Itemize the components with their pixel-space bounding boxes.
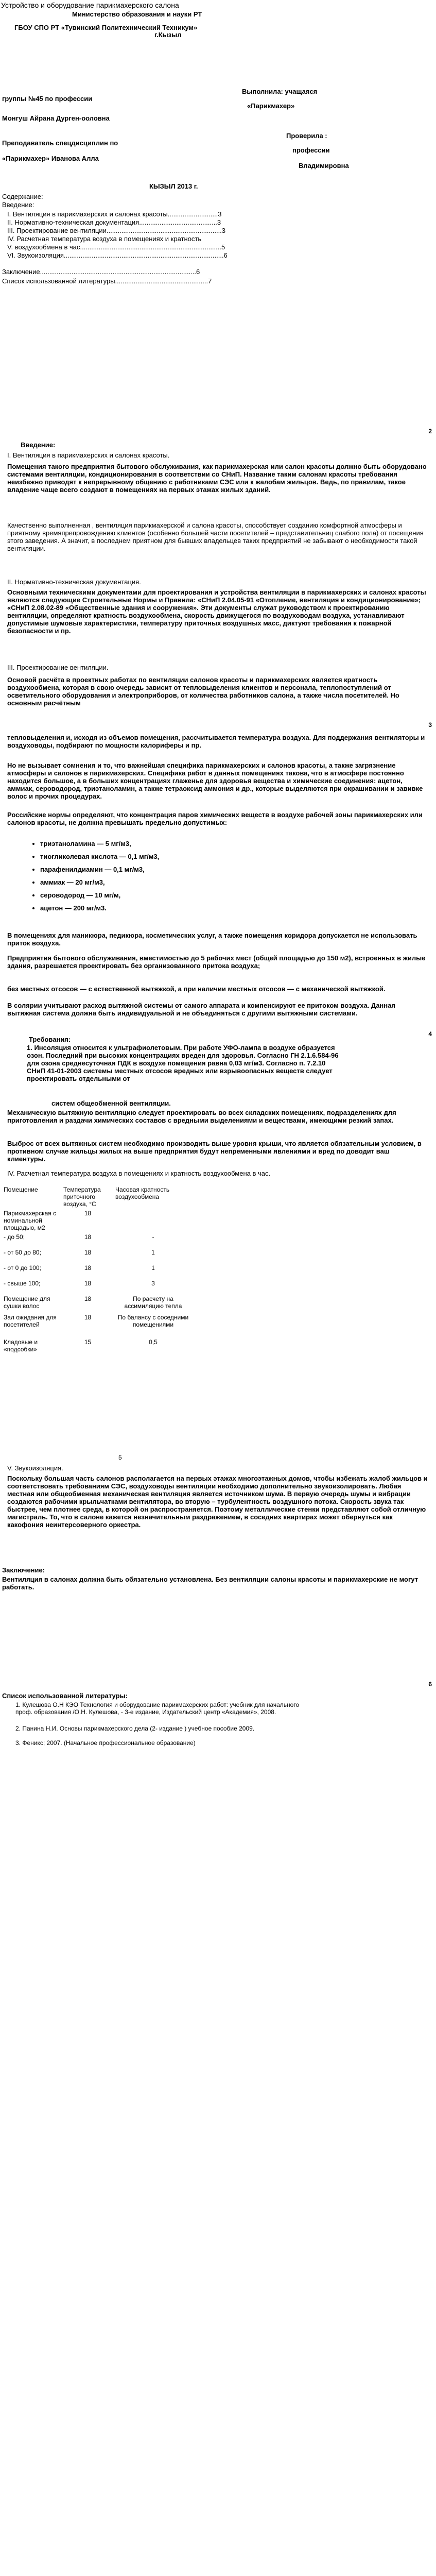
list-item: • парафенилдиамин — 0,1 мг/м3, bbox=[40, 866, 431, 873]
table-cell: - от 0 до 100; bbox=[4, 1264, 41, 1272]
page-number: 2 bbox=[428, 428, 432, 435]
table-cell: 0,5 bbox=[149, 1338, 158, 1346]
sound-paragraph: Поскольку большая часть салонов располагается на первых этажах многоэтажных домов, чтобы избежать жалоб жильцов и соответствовать требованиям СЭС, воздуховоды вентиляции необходимо дополнительно звукоизолировать. Любая местная или общеобменная механическая вентиляция является источником шума. В первую очередь шумы и вибрации создаются рабочими крыльчатками вентилятора, во вторую – турбулентность воздушного потока. Скорость звука так быстрее, чем плотнее среда, в которой он распространяется. Поэтому металлические стенки представляют собой отличную магистраль. То, что в салоне кажется незначительным раздражением, в соседних квартирах может обернуться как какофония неинтерсоверного оркестра. bbox=[7, 1475, 428, 1529]
requirement-item: систем общеобменной вентиляции. bbox=[51, 1099, 171, 1107]
table-header-cell: Температура приточного воздуха, °С bbox=[63, 1186, 101, 1208]
toc-item[interactable]: VI. Звукоизоляция......................................................................................6 bbox=[7, 251, 228, 259]
design-paragraph: Но не вызывает сомнения и то, что важнейшая специфика парикмахерских и салонов красоты, а также загрязнение атмосферы и салонов в парикмахерских. Специфика работ в данных помещениях такова, что в атмосфере постоянно находится большое, а в больших концентрациях глаженье для здоровья вещества и химические соединения: ацетон, аммиак, сероводород, триэтаноламин, а также тетраоксид аммония и др., которые выделяются при окрашивании и завивке волос и прочих процедурах. bbox=[7, 761, 423, 800]
table-cell: 18 bbox=[84, 1233, 92, 1241]
table-cell: 1 bbox=[151, 1249, 155, 1256]
design-paragraph: Предприятия бытового обслуживания, вместимостью до 5 рабочих мест (общей площадью до 150 м2), встроенных в жилые здания, разрешается проектировать без организованного притока воздуха; bbox=[7, 954, 426, 970]
table-cell: 18 bbox=[84, 1210, 92, 1217]
table-cell: Помещение для сушки волос bbox=[4, 1295, 50, 1310]
design-paragraph: тепловыделения и, исходя из объемов помещения, рассчитывается температура воздуха. Для поддержания вентиляторы и воздуховоды, подбирают по мощности калориферы и пр. bbox=[7, 734, 425, 749]
toc-intro: Введение: bbox=[2, 201, 34, 209]
toc-item[interactable]: IV. Расчетная температура воздуха в помещениях и кратность bbox=[7, 235, 202, 243]
reference-item: 2. Панина Н.И. Основы парикмахерского дела (2- издание ) учебное пособие 2009. bbox=[15, 1725, 255, 1732]
table-cell: 18 bbox=[84, 1249, 92, 1256]
design-paragraph: Основой расчёта в проектных работах по вентиляции салонов красоты и парикмахерских является кратность воздухообмена, которая в свою очередь зависит от тепловыделения клиентов и персонала, теплопоступлений от осветительного оборудования и электроприборов, от количества работников салона, а также числа посетителей. Но основным расчётным bbox=[7, 676, 399, 707]
teacher-role: Преподаватель спецдисциплин по bbox=[2, 139, 118, 147]
design-paragraph: Выброс от всех вытяжных систем необходимо производить выше уровня крыши, что является обязательным условием, в противном случае жильцы жилых на выше предприятия будут непременными явлениями и вред по доводит ваш клиентуры. bbox=[7, 1140, 422, 1163]
references-heading: Список использованной литературы: bbox=[2, 1692, 128, 1700]
page-number: 6 bbox=[428, 1681, 432, 1688]
table-cell: 18 bbox=[84, 1280, 92, 1287]
reference-item: 3. Феникс; 2007. (Начальное профессиональное образование) bbox=[15, 1739, 196, 1747]
page-number: 5 bbox=[118, 1454, 122, 1461]
table-header-row bbox=[2, 1185, 193, 1209]
table-cell: 1 bbox=[151, 1264, 155, 1272]
norms-paragraph: Основными техническими документами для проектирования и устройства вентиляции в парикмахерских и салонах красоты являются следующие Строительные Нормы и Правила: «СНиП 2.04.05-91 «Отопление, вентиляция и кондиционирование»; «СНиП 2.08.02-89 «Общественные здания и сооружения». Эти документы служат руководством к проектированию вентиляции, определяют кратность воздухообмена, скорость движущегося по воздуховодам воздуха, устанавливают допустимые шумовые характеристики, температуру приточных воздушных масс, диктуют требования к пожарной безопасности и пр. bbox=[7, 588, 426, 635]
list-item: • триэтаноламина — 5 мг/м3, bbox=[40, 840, 431, 848]
table-cell: По расчету на ассимиляцию тепла bbox=[124, 1295, 182, 1310]
performed-line: Выполнила: учащаяся bbox=[242, 88, 318, 95]
conclusion-heading: Заключение: bbox=[2, 1566, 45, 1574]
toc-heading: Содержание: bbox=[2, 193, 43, 200]
table-header-cell: Часовая кратность воздухообмена bbox=[115, 1186, 170, 1200]
list-item: • ацетон — 200 мг/м3. bbox=[40, 904, 431, 912]
ventilation-table bbox=[2, 1185, 193, 1356]
college-line: ГБОУ СПО РТ «Тувинский Политехнический Техникум» bbox=[14, 24, 198, 31]
design-paragraph: без местных отсосов — с естественной вытяжкой, а при наличии местных отсосов — с механической вытяжкой. bbox=[7, 985, 386, 993]
section-heading: V. Звукоизоляция. bbox=[7, 1464, 63, 1472]
conclusion-paragraph: Вентиляция в салонах должна быть обязательно установлена. Без вентиляции салоны красоты и парикмахерские не могут работать. bbox=[2, 1575, 418, 1591]
table-row bbox=[2, 1263, 193, 1279]
city-year: КЫЗЫЛ 2013 г. bbox=[149, 182, 198, 190]
page-title: Устройство и оборудование парикмахерского салона bbox=[1, 1, 179, 9]
table-row bbox=[2, 1232, 193, 1248]
table-cell: - до 50; bbox=[4, 1233, 25, 1241]
toc-item[interactable]: I. Вентиляция в парикмахерских и салонах красоты...........................3 bbox=[7, 210, 222, 218]
table-row bbox=[2, 1279, 193, 1294]
design-paragraph: Российские нормы определяют, что концентрация паров химических веществ в воздухе рабочей зоны парикмахерских или салонов красоты, не должна превышать предельно допустимых: bbox=[7, 811, 423, 826]
list-item: • аммиак — 20 мг/м3, bbox=[40, 878, 431, 886]
table-cell: 18 bbox=[84, 1314, 92, 1321]
requirement-item: 1. Инсоляция относится к ультрафиолетовым. При работе УФО-лампа в воздухе образуется озон. Последний при высоких концентрациях вреден для здоровья. Согласно ГН 2.1.6.584-96 для озона среднесуточная ПДК в воздухе помещения равна 0,03 мг/м3. Согласно п. 7.2.10 СНиП 41-01-2003 системы местных отсосов вредных или взрывоопасных веществ следует проектировать отдельными от bbox=[27, 1044, 339, 1082]
design-paragraph: В солярии учитывают расход вытяжной системы от самого аппарата и компенсируют ее притоком воздуха. Данная вытяжная система должна быть индивидуальной и не объединяться с другими вытяжными системами. bbox=[7, 1002, 395, 1017]
intro-paragraph: Качественно выполненная , вентиляция парикмахерской и салона красоты, способствует созданию комфортной атмосферы и приятному времяпрепровождению клиентов (особенно большей части посетителей – представительниц слабого пола) от посещения этого заведения. А значит, в последнем приятном для бывших владельцев таких предприятий не забывают о необходимости такой вентиляции. bbox=[7, 521, 424, 552]
group-line: группы №45 по профессии bbox=[2, 95, 93, 103]
table-cell: Зал ожидания для посетителей bbox=[4, 1314, 57, 1328]
toc-references[interactable]: Список использованной литературы..................................................7 bbox=[2, 277, 212, 285]
ministry-line: Министерство образования и науки РТ bbox=[72, 10, 202, 18]
city-line: г.Кызыл bbox=[154, 31, 182, 39]
requirements-heading: Требования: bbox=[29, 1036, 71, 1043]
table-cell: 15 bbox=[84, 1338, 92, 1346]
toc-item[interactable]: II. Нормативно-техническая документация..........................................3 bbox=[7, 218, 221, 226]
table-row bbox=[2, 1209, 193, 1232]
toc-item[interactable]: III. Проектирование вентиляции..............................................................3 bbox=[7, 227, 226, 234]
page-number: 4 bbox=[428, 1030, 432, 1038]
list-item: • сероводород — 10 мг/м, bbox=[40, 891, 431, 899]
table-cell: Парикмахерская с номинальной площадью, м2 bbox=[4, 1210, 57, 1231]
design-paragraph: Механическую вытяжную вентиляцию следует проектировать во всех складских помещениях, подразделениях для приготовления и раздачи химических составов с вредными выделениями и веществами, имеющими резкий запах. bbox=[7, 1109, 396, 1124]
table-row bbox=[2, 1248, 193, 1263]
intro-heading: Введение: bbox=[21, 441, 56, 449]
section-heading: III. Проектирование вентиляции. bbox=[7, 664, 109, 671]
table-cell: По балансу с соседними помещениями bbox=[117, 1314, 189, 1328]
toc-item[interactable]: V. воздухообмена в час............................................................................5 bbox=[7, 243, 225, 251]
table-cell: - свыше 100; bbox=[4, 1280, 41, 1287]
limits-list bbox=[31, 840, 431, 917]
table-row bbox=[2, 1337, 193, 1356]
teacher-line: «Парикмахер» Иванова Алла bbox=[2, 155, 99, 162]
table-cell: - bbox=[152, 1233, 154, 1241]
section-heading: I. Вентиляция в парикмахерских и салонах красоты. bbox=[7, 451, 170, 459]
profession-line: «Парикмахер» bbox=[247, 102, 295, 110]
table-cell: 18 bbox=[84, 1264, 92, 1272]
profession-word: профессии bbox=[292, 146, 330, 154]
table-row bbox=[2, 1313, 193, 1337]
section-heading: IV. Расчетная температура воздуха в помещениях и кратность воздухообмена в час. bbox=[7, 1170, 271, 1177]
intro-bold-paragraph: Помещения такого предприятия бытового обслуживания, как парикмахерская или салон красоты должно быть оборудовано системами вентиляции, кондиционирования в соответствии со СНиП. Название таким салонам красоты требования неизбежно приводят к непрерывному общению с работниками СЭС или к жалобам жильцов. Ведь, по правилам, такое владение чаще всего создают в помещениях на первых этажах жилых зданий. bbox=[7, 463, 427, 494]
table-cell: - от 50 до 80; bbox=[4, 1249, 41, 1256]
teacher-patronymic: Владимировна bbox=[299, 162, 349, 170]
student-name: Монгуш Айрана Дурген-ооловна bbox=[2, 114, 110, 122]
table-row bbox=[2, 1294, 193, 1313]
design-paragraph: В помещениях для маникюра, педикюра, косметических услуг, а также помещения коридора допускается не использовать приток воздуха. bbox=[7, 931, 417, 947]
table-cell: 3 bbox=[151, 1280, 155, 1287]
table-cell bbox=[114, 1209, 193, 1232]
table-cell: Кладовые и «подсобки» bbox=[4, 1338, 38, 1353]
page-number: 3 bbox=[428, 721, 432, 728]
reference-item: 1. Кулешова О.Н КЭО Технология и оборудование парикмахерских работ: учебник для начального проф. образования /О.Н. Кулешова, - 3-е издание, Издательский центр «Академия», 2008. bbox=[15, 1701, 300, 1716]
list-item: • тиогликолевая кислота — 0,1 мг/м3, bbox=[40, 853, 431, 860]
checked-line: Проверила : bbox=[286, 132, 327, 140]
table-cell: 18 bbox=[84, 1295, 92, 1302]
toc-conclusion[interactable]: Заключение....................................................................................6 bbox=[2, 268, 200, 276]
table-header-cell: Помещение bbox=[4, 1186, 38, 1193]
section-heading: II. Нормативно-техническая документация. bbox=[7, 578, 141, 586]
